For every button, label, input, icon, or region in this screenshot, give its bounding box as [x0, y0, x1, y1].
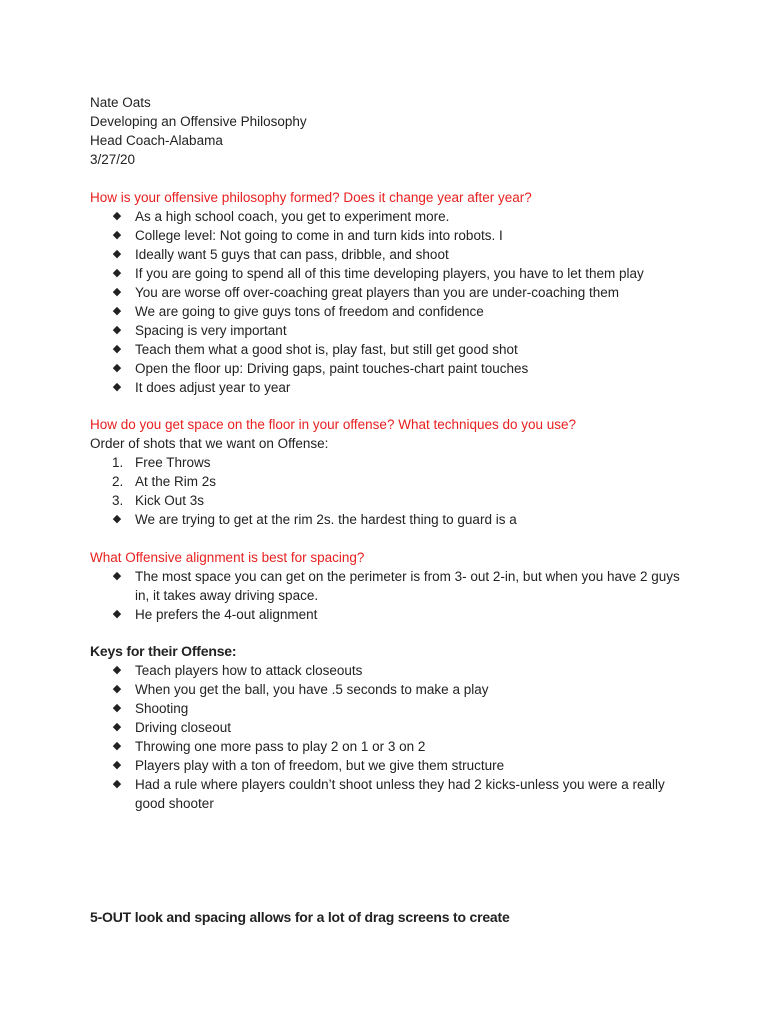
list-item-text: At the Rim 2s [135, 474, 217, 489]
list-item-text: You are worse off over-coaching great players than you are under-coaching them [135, 285, 620, 300]
list-item-text: Spacing is very important [135, 323, 287, 338]
diamond-bullet-icon: ◆ [112, 702, 122, 714]
list-item [90, 321, 708, 340]
list-item [90, 737, 708, 756]
shot-order-intro: Order of shots that we want on Offense: [90, 436, 329, 451]
list-item-text: Kick Out 3s [135, 493, 205, 508]
section-keys [90, 642, 708, 813]
list-item [90, 661, 708, 680]
list-item [90, 491, 708, 510]
list-item-text: Free Throws [135, 455, 211, 470]
author-role: Head Coach-Alabama [90, 133, 223, 148]
list-item-text: When you get the ball, you have .5 seconds to make a play [135, 682, 489, 697]
list-item [90, 567, 708, 605]
section-heading: 5-OUT look and spacing allows for a lot of drag screens to create [90, 909, 510, 925]
author-name: Nate Oats [90, 95, 151, 110]
diamond-bullet-icon: ◆ [112, 683, 122, 695]
list-item [90, 359, 708, 378]
diamond-bullet-icon: ◆ [112, 362, 122, 374]
list-item [90, 283, 708, 302]
list-item [90, 207, 708, 226]
section-spacing [90, 415, 708, 529]
list-item-text: If you are going to spend all of this time developing players, you have to let them play [135, 266, 644, 281]
list-item [90, 245, 708, 264]
list-item-text: Driving closeout [135, 720, 232, 735]
document-date: 3/27/20 [90, 152, 136, 167]
list-item [90, 472, 708, 491]
diamond-bullet-icon: ◆ [112, 721, 122, 733]
diamond-bullet-icon: ◆ [112, 740, 122, 752]
diamond-bullet-icon: ◆ [112, 248, 122, 260]
diamond-bullet-icon: ◆ [112, 305, 122, 317]
section-heading: Keys for their Offense: [90, 643, 237, 659]
list-item [90, 680, 708, 699]
list-item-text: The most space you can get on the perimeter is from 3- out 2-in, but when you have 2 guys in, it takes away driving space. [135, 569, 680, 603]
list-item-text: Teach them what a good shot is, play fast, but still get good shot [135, 342, 518, 357]
list-item [90, 264, 708, 283]
diamond-bullet-icon: ◆ [112, 324, 122, 336]
list-item [90, 718, 708, 737]
diamond-bullet-icon: ◆ [112, 513, 122, 525]
bullet-list [90, 567, 708, 624]
section-five-out [90, 908, 708, 927]
diamond-bullet-icon: ◆ [112, 267, 122, 279]
list-item-text: Throwing one more pass to play 2 on 1 or 3 on 2 [135, 739, 426, 754]
list-item [90, 699, 708, 718]
list-item-text: We are going to give guys tons of freedom and confidence [135, 304, 484, 319]
bullet-list [90, 661, 708, 813]
list-number: 2. [112, 474, 124, 489]
diamond-bullet-icon: ◆ [112, 664, 122, 676]
list-number: 1. [112, 455, 124, 470]
diamond-bullet-icon: ◆ [112, 210, 122, 222]
list-item [90, 775, 708, 813]
section-question: How do you get space on the floor in your offense? What techniques do you use? [90, 417, 577, 432]
list-item [90, 340, 708, 359]
list-item-text: Had a rule where players couldn’t shoot unless they had 2 kicks-unless you were a really good shooter [135, 777, 665, 811]
diamond-bullet-icon: ◆ [112, 570, 122, 582]
list-item-text: As a high school coach, you get to experiment more. [135, 209, 450, 224]
document-title: Developing an Offensive Philosophy [90, 114, 307, 129]
list-item [90, 302, 708, 321]
section-question: What Offensive alignment is best for spacing? [90, 550, 365, 565]
diamond-bullet-icon: ◆ [112, 229, 122, 241]
diamond-bullet-icon: ◆ [112, 608, 122, 620]
list-item [90, 756, 708, 775]
section-alignment [90, 548, 708, 624]
section-philosophy [90, 188, 708, 397]
bullet-list [90, 510, 708, 529]
list-item [90, 226, 708, 245]
list-item-text: College level: Not going to come in and turn kids into robots. I [135, 228, 503, 243]
diamond-bullet-icon: ◆ [112, 759, 122, 771]
list-number: 3. [112, 493, 124, 508]
list-item-text: It does adjust year to year [135, 380, 291, 395]
list-item-text: Ideally want 5 guys that can pass, dribble, and shoot [135, 247, 449, 262]
diamond-bullet-icon: ◆ [112, 343, 122, 355]
document-header [90, 93, 708, 169]
list-item-text: Shooting [135, 701, 189, 716]
list-item-text: We are trying to get at the rim 2s. the hardest thing to guard is a [135, 512, 517, 527]
list-item [90, 605, 708, 624]
numbered-list [90, 453, 708, 510]
list-item-text: Players play with a ton of freedom, but we give them structure [135, 758, 505, 773]
list-item-text: Teach players how to attack closeouts [135, 663, 363, 678]
list-item [90, 378, 708, 397]
diamond-bullet-icon: ◆ [112, 778, 122, 790]
list-item [90, 453, 708, 472]
list-item [90, 510, 708, 529]
bullet-list [90, 207, 708, 397]
list-item-text: Open the floor up: Driving gaps, paint touches-chart paint touches [135, 361, 529, 376]
diamond-bullet-icon: ◆ [112, 381, 122, 393]
list-item-text: He prefers the 4-out alignment [135, 607, 318, 622]
diamond-bullet-icon: ◆ [112, 286, 122, 298]
section-question: How is your offensive philosophy formed? Does it change year after year? [90, 190, 532, 205]
